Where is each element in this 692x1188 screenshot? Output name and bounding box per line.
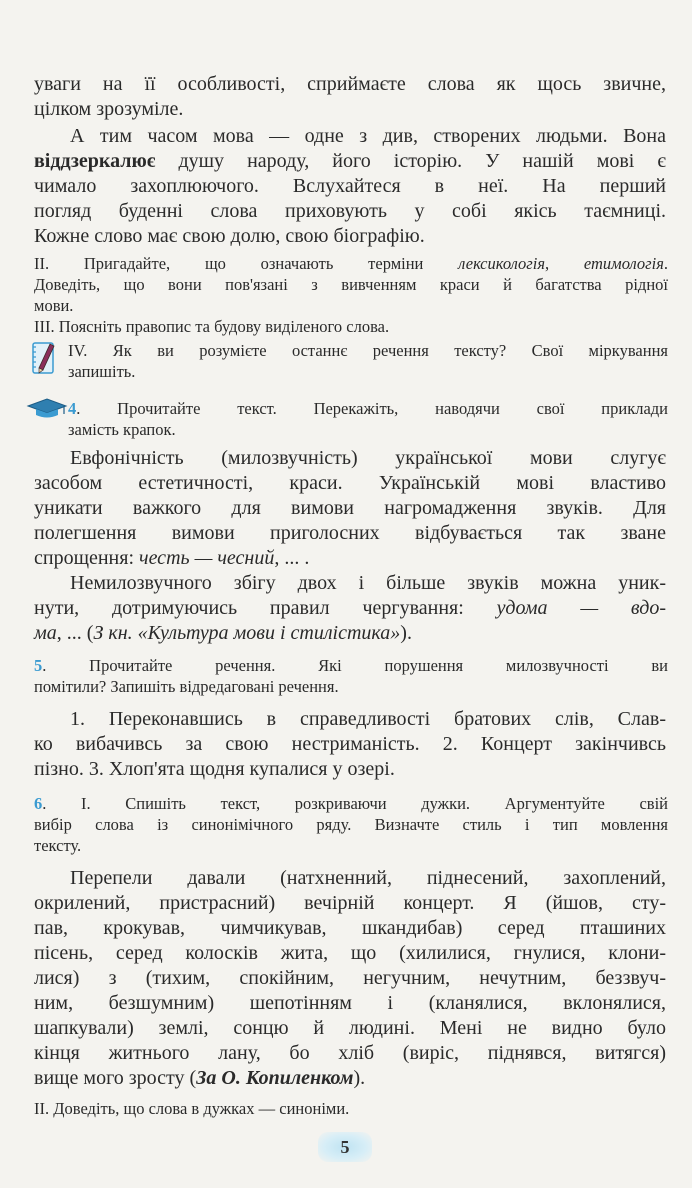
text-fragment: II. Пригадайте, що означають терміни	[34, 254, 459, 273]
exercise-number: 4	[68, 399, 77, 418]
task-iv	[68, 340, 668, 382]
example: удома — вдо-	[496, 597, 666, 619]
text-fragment: спрощення:	[34, 547, 140, 569]
task-iii	[34, 316, 668, 337]
text-line: 1. Переконавшись в справедливості братових слів, Слав-	[70, 708, 666, 730]
text-fragment: , ... (	[56, 622, 94, 644]
exercise-4-text	[34, 446, 666, 646]
text-fragment: ).	[400, 622, 412, 644]
text-line: засобом естетичності, краси. Українській мові властиво	[34, 472, 666, 494]
text-line	[34, 546, 666, 571]
text-line: помітили? Запишіть відредаговані речення.	[34, 677, 339, 696]
source-citation: За О. Копиленком	[196, 1067, 354, 1089]
exercise-5-instruction	[34, 655, 668, 697]
text-line: Евфонічність (милозвучність) української мови слугує	[70, 447, 666, 469]
text-line: окрилений, пристрасний) вечірній концерт. Я (йшов, сту-	[34, 892, 666, 914]
highlighted-word: віддзеркалює	[34, 150, 156, 172]
text-line: Перепели давали (натхненний, піднесений, захоплений,	[70, 867, 666, 889]
text-fragment: нути, дотримуючись правил чергування:	[34, 597, 497, 619]
exercise-number: 5	[34, 656, 43, 675]
text-line: пісень, серед колосків жита, що (хилилися, гнулися, клони-	[34, 942, 666, 964]
term: лексикологія	[458, 254, 545, 273]
exercise-4-instruction	[68, 398, 668, 440]
exercise-number: 6	[34, 794, 43, 813]
text-fragment: . I. Спишіть текст, розкриваючи дужки. Аргументуйте свій	[42, 794, 668, 813]
term: етимологія	[583, 254, 664, 273]
text-line	[68, 398, 668, 419]
text-line: кінця житнього лану, бо хліб (виріс, піднявся, витягся)	[34, 1042, 666, 1064]
page-number: 5	[318, 1132, 372, 1162]
text-line: полегшення вимови приголосних відбувається так зване	[34, 522, 666, 544]
text-line: мови.	[34, 296, 74, 315]
exercise-5-text	[34, 707, 666, 782]
text-line: ко вибачивсь за свою нестриманість. 2. Концерт закінчивсь	[34, 733, 666, 755]
paragraph-continuation	[34, 72, 666, 122]
example: ма	[34, 622, 57, 644]
text-fragment: ).	[353, 1067, 366, 1089]
paragraph-main	[34, 124, 666, 249]
text-line: замість крапок.	[68, 420, 176, 439]
text-line: лися) з (тихим, спокійним, негучним, нечутним, беззвуч-	[34, 967, 666, 989]
text-line: Доведіть, що вони пов'язані з вивченням краси й багатства рідної	[34, 275, 668, 294]
text-line: пізно. 3. Хлоп'ята щодня купалися у озері.	[34, 758, 395, 780]
text-line	[34, 596, 666, 621]
text-line: вибір слова із синонімічного ряду. Визначте стиль і тип мовлення	[34, 815, 668, 834]
source-citation: З кн. «Культура мови і стилістика»	[93, 622, 401, 644]
text-line: ним, безшумним) шепотінням і (кланялися, вклонялися,	[34, 992, 666, 1014]
exercise-6-task-ii	[34, 1098, 668, 1119]
text-line: погляд буденні слова приховують у собі якісь таємниці.	[34, 200, 666, 222]
text-line	[34, 793, 668, 814]
text-line	[34, 253, 668, 274]
text-line: уникати важкого для вимови нагромадження звуків. Для	[34, 497, 666, 519]
text-line	[34, 621, 666, 646]
text-line	[34, 655, 668, 676]
text-line: чимало захоплюючого. Вслухайтеся в неї. На перший	[34, 175, 666, 197]
text-line: уваги на її особливості, сприймаєте слова як щось звичне,	[34, 73, 666, 95]
text-line: шапкували) землі, сонцю й людині. Мені не видно було	[34, 1017, 666, 1039]
text-fragment: . Прочитайте речення. Які порушення милозвучності ви	[42, 656, 668, 675]
text-line: А тим часом мова — одне з див, створених людьми. Вона	[70, 125, 666, 147]
text-line: Немилозвучного збігу двох і більше звуків можна уник-	[70, 572, 666, 594]
text-line: цілком зрозуміле.	[34, 98, 184, 120]
task-ii	[34, 253, 668, 316]
graduation-cap-icon	[26, 396, 68, 420]
text-line: IV. Як ви розумієте останнє речення тексту? Свої міркування	[68, 341, 668, 360]
text-line	[34, 149, 666, 174]
text-line	[34, 1066, 666, 1091]
text-fragment: . Прочитайте текст. Перекажіть, наводячи свої приклади	[76, 399, 668, 418]
text-fragment: душу народу, його історію. У нашій мові є	[155, 150, 666, 172]
text-line: пав, крокував, чимчикував, шкандибав) серед пташиних	[34, 917, 666, 939]
text-line: запишіть.	[68, 362, 136, 381]
example: честь — чесний	[139, 547, 275, 569]
text-line: II. Доведіть, що слова в дужках — синоніми.	[34, 1099, 350, 1118]
text-fragment: вище мого зросту (	[34, 1067, 197, 1089]
notebook-pencil-icon	[30, 338, 60, 378]
text-fragment: .	[663, 254, 668, 273]
exercise-6-text	[34, 866, 666, 1091]
text-line: тексту.	[34, 836, 82, 855]
text-line: Кожне слово має свою долю, свою біографію.	[34, 225, 425, 247]
text-fragment: , ... .	[274, 547, 310, 569]
exercise-6-instruction	[34, 793, 668, 856]
text-line: III. Поясніть правопис та будову виділеного слова.	[34, 317, 390, 336]
text-fragment: ,	[545, 254, 584, 273]
